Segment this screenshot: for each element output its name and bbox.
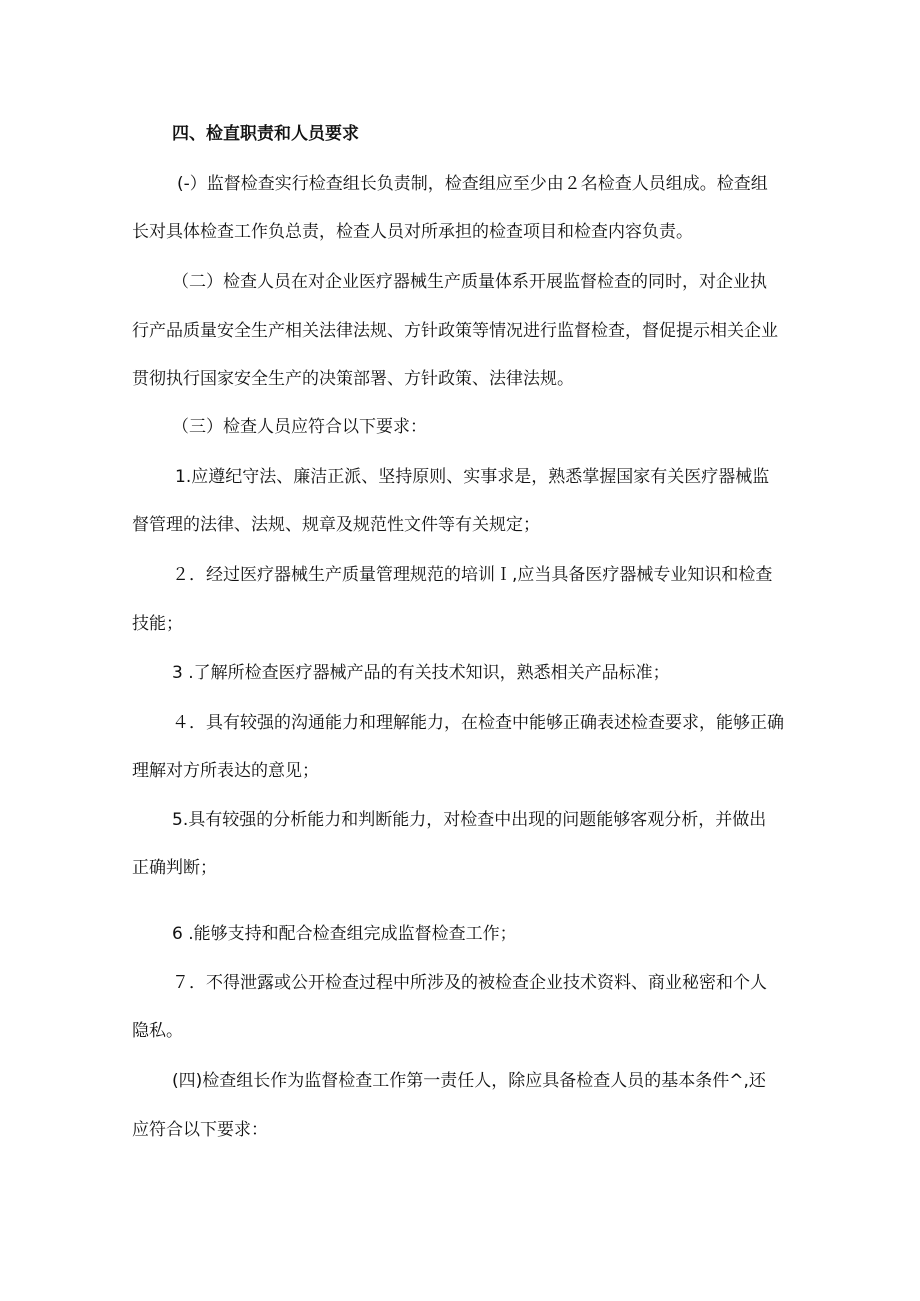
paragraph-line: 理解对方所表达的意见；	[132, 761, 319, 781]
paragraph-line: ７．不得泄露或公开检查过程中所涉及的被检查企业技术资料、商业秘密和个人	[172, 973, 767, 993]
paragraph-line: 贯彻执行国家安全生产的决策部署、方针政策、法律法规。	[132, 369, 574, 389]
section-heading: 四、检直职责和人员要求	[172, 124, 359, 144]
paragraph-line: 督管理的法律、法规、规章及规范性文件等有关规定；	[132, 515, 540, 535]
paragraph-line: 正确判断；	[132, 858, 217, 878]
paragraph-line: (四)检查组长作为监督检查工作第一责任人，除应具备检查人员的基本条件^,还	[172, 1071, 766, 1091]
paragraph-line: 1.应遵纪守法、廉洁正派、坚持原则、实事求是，熟悉掌握国家有关医疗器械监	[175, 467, 770, 487]
paragraph-line: 3 .了解所检查医疗器械产品的有关技术知识，熟悉相关产品标准；	[172, 663, 670, 683]
paragraph-line: （二）检查人员在对企业医疗器械生产质量体系开展监督检查的同时，对企业执	[172, 272, 767, 292]
paragraph-line: （三）检查人员应符合以下要求：	[172, 417, 427, 437]
paragraph-line: 行产品质量安全生产相关法律法规、方针政策等情况进行监督检查，督促提示相关企业	[132, 321, 778, 341]
paragraph-line: (-）监督检查实行检查组长负责制，检查组应至少由２名检查人员组成。检查组	[177, 174, 768, 194]
paragraph-line: 6 .能够支持和配合检查组完成监督检查工作；	[172, 924, 517, 944]
paragraph-line: 隐私。	[132, 1021, 183, 1041]
paragraph-line: ４．具有较强的沟通能力和理解能力，在检查中能够正确表述检查要求，能够正确	[172, 713, 784, 733]
paragraph-line: 应符合以下要求：	[132, 1120, 268, 1140]
paragraph-line: 5.具有较强的分析能力和判断能力，对检查中出现的问题能够客观分析，并做出	[172, 810, 767, 830]
paragraph-line: 技能；	[132, 614, 183, 634]
paragraph-line: ２．经过医疗器械生产质量管理规范的培训Ｉ,应当具备医疗器械专业知识和检查	[172, 565, 773, 585]
paragraph-line: 长对具体检查工作负总责，检查人员对所承担的检查项目和检查内容负责。	[132, 222, 693, 242]
